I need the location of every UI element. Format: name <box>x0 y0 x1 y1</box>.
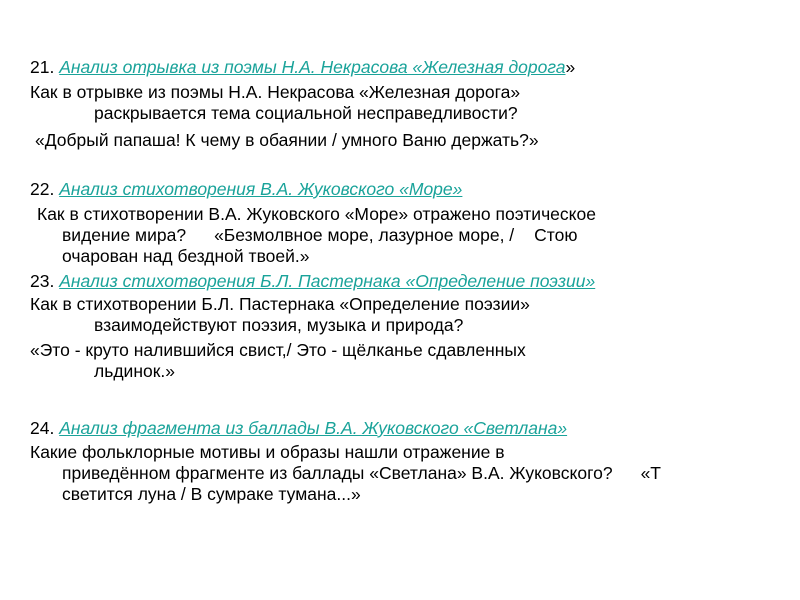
link-suffix: » <box>565 57 576 77</box>
item-23-quote: «Это - круто налившийся свист,/ Это - щёлканье сдавленных льдинок.» <box>30 340 526 381</box>
item-24-heading <box>30 418 800 439</box>
item-24-quote-start: «Т <box>640 463 661 483</box>
item-number: 24. <box>30 418 55 438</box>
item-24-question-line3: светится луна / В сумраке тумана...» <box>62 484 361 504</box>
item-21-quote: «Добрый папаша! К чему в обаянии / умного Ваню держать?» <box>35 130 539 150</box>
item-22-question-line1: Как в стихотворении В.А. Жуковского «Море» отражено поэтическое <box>37 204 596 224</box>
item-24-question-line1: Какие фольклорные мотивы и образы нашли отражение в <box>30 442 505 462</box>
item-22 <box>30 179 800 267</box>
item-22-quote-part: «Безмолвное море, лазурное море, / <box>214 225 515 245</box>
item-22-heading <box>30 179 800 200</box>
item-number: 23. <box>30 271 55 291</box>
item-21-heading <box>30 57 800 78</box>
item-22-question-line2: видение мира? «Безмолвное море, лазурное море, / Стою <box>62 225 578 245</box>
item-21 <box>30 57 800 151</box>
item-23-heading <box>30 271 800 292</box>
item-22-link[interactable]: Анализ стихотворения В.А. Жуковского «Море» <box>59 179 463 199</box>
item-21-link[interactable]: Анализ отрывка из поэмы Н.А. Некрасова «Железная дорога <box>59 57 566 77</box>
item-23-question: Как в стихотворении Б.Л. Пастернака «Определение поэзии» взаимодействуют поэзия, музыка и природа? <box>30 294 530 335</box>
item-24-question-line2: приведённом фрагменте из баллады «Светлана» В.А. Жуковского? «Т <box>62 463 661 483</box>
item-21-question: Как в отрывке из поэмы Н.А. Некрасова «Железная дорога» раскрывается тема социальной несправедливости? <box>30 82 521 123</box>
item-24 <box>30 418 800 505</box>
item-23 <box>30 271 800 382</box>
item-number: 21. <box>30 57 55 77</box>
item-number: 22. <box>30 179 55 199</box>
item-22-question-line3: очарован над бездной твоей.» <box>62 246 310 266</box>
item-23-link[interactable]: Анализ стихотворения Б.Л. Пастернака «Определение поэзии» <box>59 271 596 291</box>
item-24-link[interactable]: Анализ фрагмента из баллады В.А. Жуковского «Светлана» <box>59 418 568 438</box>
